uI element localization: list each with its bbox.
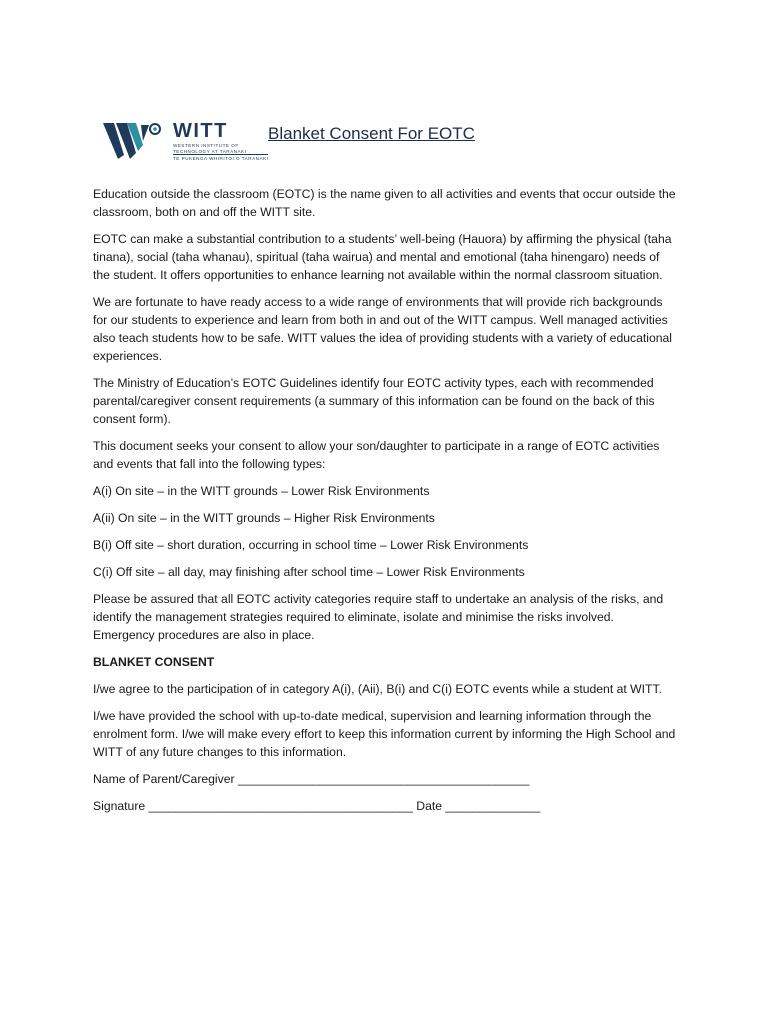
paragraph-wellbeing: EOTC can make a substantial contribution to a students’ well-being (Hauora) by affirming the physical (taha tinana), social (taha whanau), spiritual (taha wairua) and mental and emotional (taha hinengaro) needs of the student. It offers opportunities to enhance learning not available within the normal classroom situation. — [93, 232, 672, 282]
consent-agreement: I/we agree to the participation of in category A(i), (Aii), B(i) and C(i) EOTC events while a student at WITT. — [93, 682, 662, 696]
activity-type-c-i: C(i) Off site – all day, may finishing after school time – Lower Risk Environments — [93, 565, 525, 579]
document-body — [93, 185, 678, 824]
activity-type-b-i: B(i) Off site – short duration, occurring in school time – Lower Risk Environments — [93, 538, 529, 552]
signature-date-field[interactable]: Signature _______________________________________ Date ______________ — [93, 799, 541, 813]
parent-caregiver-name-field[interactable]: Name of Parent/Caregiver ___________________________________________ — [93, 772, 530, 786]
paragraph-consent-request: This document seeks your consent to allow your son/daughter to participate in a range of EOTC activities and events that fall into the following types: — [93, 439, 660, 471]
logo-brand-text: WITT — [173, 120, 228, 142]
activity-type-a-ii: A(ii) On site – in the WITT grounds – Higher Risk Environments — [93, 511, 435, 525]
paragraph-ministry-guidelines: The Ministry of Education’s EOTC Guidelines identify four EOTC activity types, each with recommended parental/caregiver consent requirements (a summary of this information can be found on the back of this consent form). — [93, 376, 655, 426]
blanket-consent-heading: BLANKET CONSENT — [93, 655, 215, 669]
paragraph-environments: We are fortunate to have ready access to a wide range of environments that will provide rich backgrounds for our students to experience and learn from both in and out of the WITT campus. Well managed activities also teach students how to be safe. WITT values the idea of providing students with a variety of educational experiences. — [93, 295, 673, 363]
consent-information-provided: I/we have provided the school with up-to-date medical, supervision and learning information through the enrolment form. I/we will make every effort to keep this information current by informing the High School and WITT of any future changes to this information. — [93, 709, 676, 759]
paragraph-risk-assurance: Please be assured that all EOTC activity categories require staff to undertake an analysis of the risks, and identify the management strategies required to eliminate, isolate and minimise the risks involved. Emergency procedures are also in place. — [93, 592, 664, 642]
document-title: Blanket Consent For EOTC — [268, 124, 475, 143]
witt-logo — [103, 120, 269, 163]
activity-type-a-i: A(i) On site – in the WITT grounds – Lower Risk Environments — [93, 484, 430, 498]
logo-subtitle-line3: TE PUKENGA WHIRITOI O TARANAKI — [173, 156, 269, 161]
paragraph-eotc-definition: Education outside the classroom (EOTC) is the name given to all activities and events that occur outside the classroom, both on and off the WITT site. — [93, 187, 676, 219]
witt-w-logo-icon — [103, 121, 171, 163]
logo-subtitle-line1: WESTERN INSTITUTE OF — [173, 143, 239, 148]
logo-subtitle-line2: TECHNOLOGY AT TARANAKI — [173, 149, 247, 154]
